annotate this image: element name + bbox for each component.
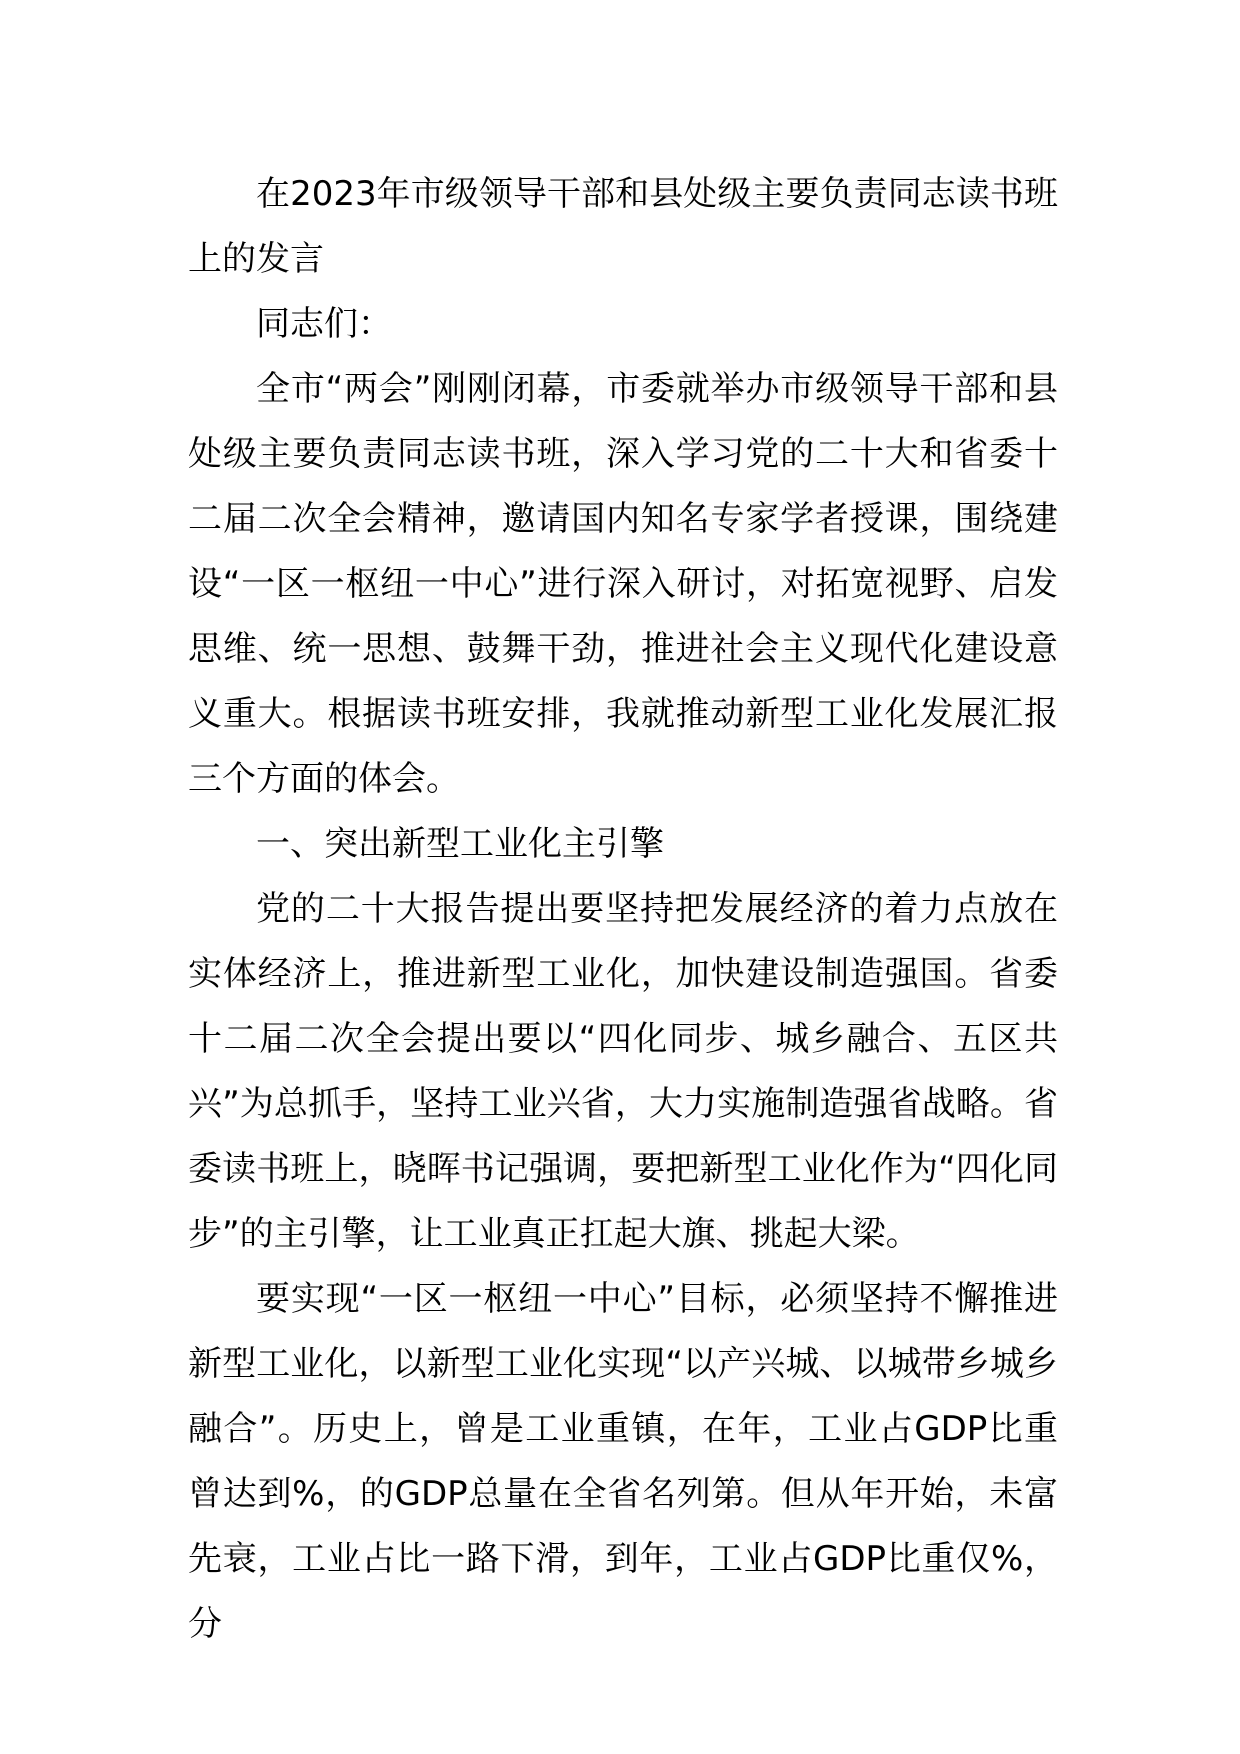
section-heading-1: 一、突出新型工业化主引擎 xyxy=(256,824,664,864)
paragraph-intro: 全市“两会”刚刚闭幕，市委就举办市级领导干部和县处级主要负责同志读书班，深入学习党的二十大和省委十二届二次全会精神，邀请国内知名专家学者授课，围绕建设“一区一枢纽一中心”进行深入研讨，对拓宽视野、启发思维、统一思想、鼓舞干劲，推进社会主义现代化建设意义重大。根据读书班安排，我就推动新型工业化发展汇报三个方面的体会。 xyxy=(188,369,1058,799)
document-title: 在2023年市级领导干部和县处级主要负责同志读书班上的发言 xyxy=(188,174,1058,279)
salutation: 同志们： xyxy=(256,304,392,344)
document-page xyxy=(188,162,1058,1657)
paragraph-party-report: 党的二十大报告提出要坚持把发展经济的着力点放在实体经济上，推进新型工业化，加快建设制造强国。省委十二届二次全会提出要以“四化同步、城乡融合、五区共兴”为总抓手，坚持工业兴省，大力实施制造强省战略。省委读书班上，晓晖书记强调，要把新型工业化作为“四化同步”的主引擎，让工业真正扛起大旗、挑起大梁。 xyxy=(188,889,1058,1254)
paragraph-history: 要实现“一区一枢纽一中心”目标，必须坚持不懈推进新型工业化，以新型工业化实现“以产兴城、以城带乡城乡融合”。历史上，曾是工业重镇，在年，工业占GDP比重曾达到%，的GDP总量在全省名列第。但从年开始，未富先衰，工业占比一路下滑，到年，工业占GDP比重仅%，分 xyxy=(188,1279,1058,1644)
